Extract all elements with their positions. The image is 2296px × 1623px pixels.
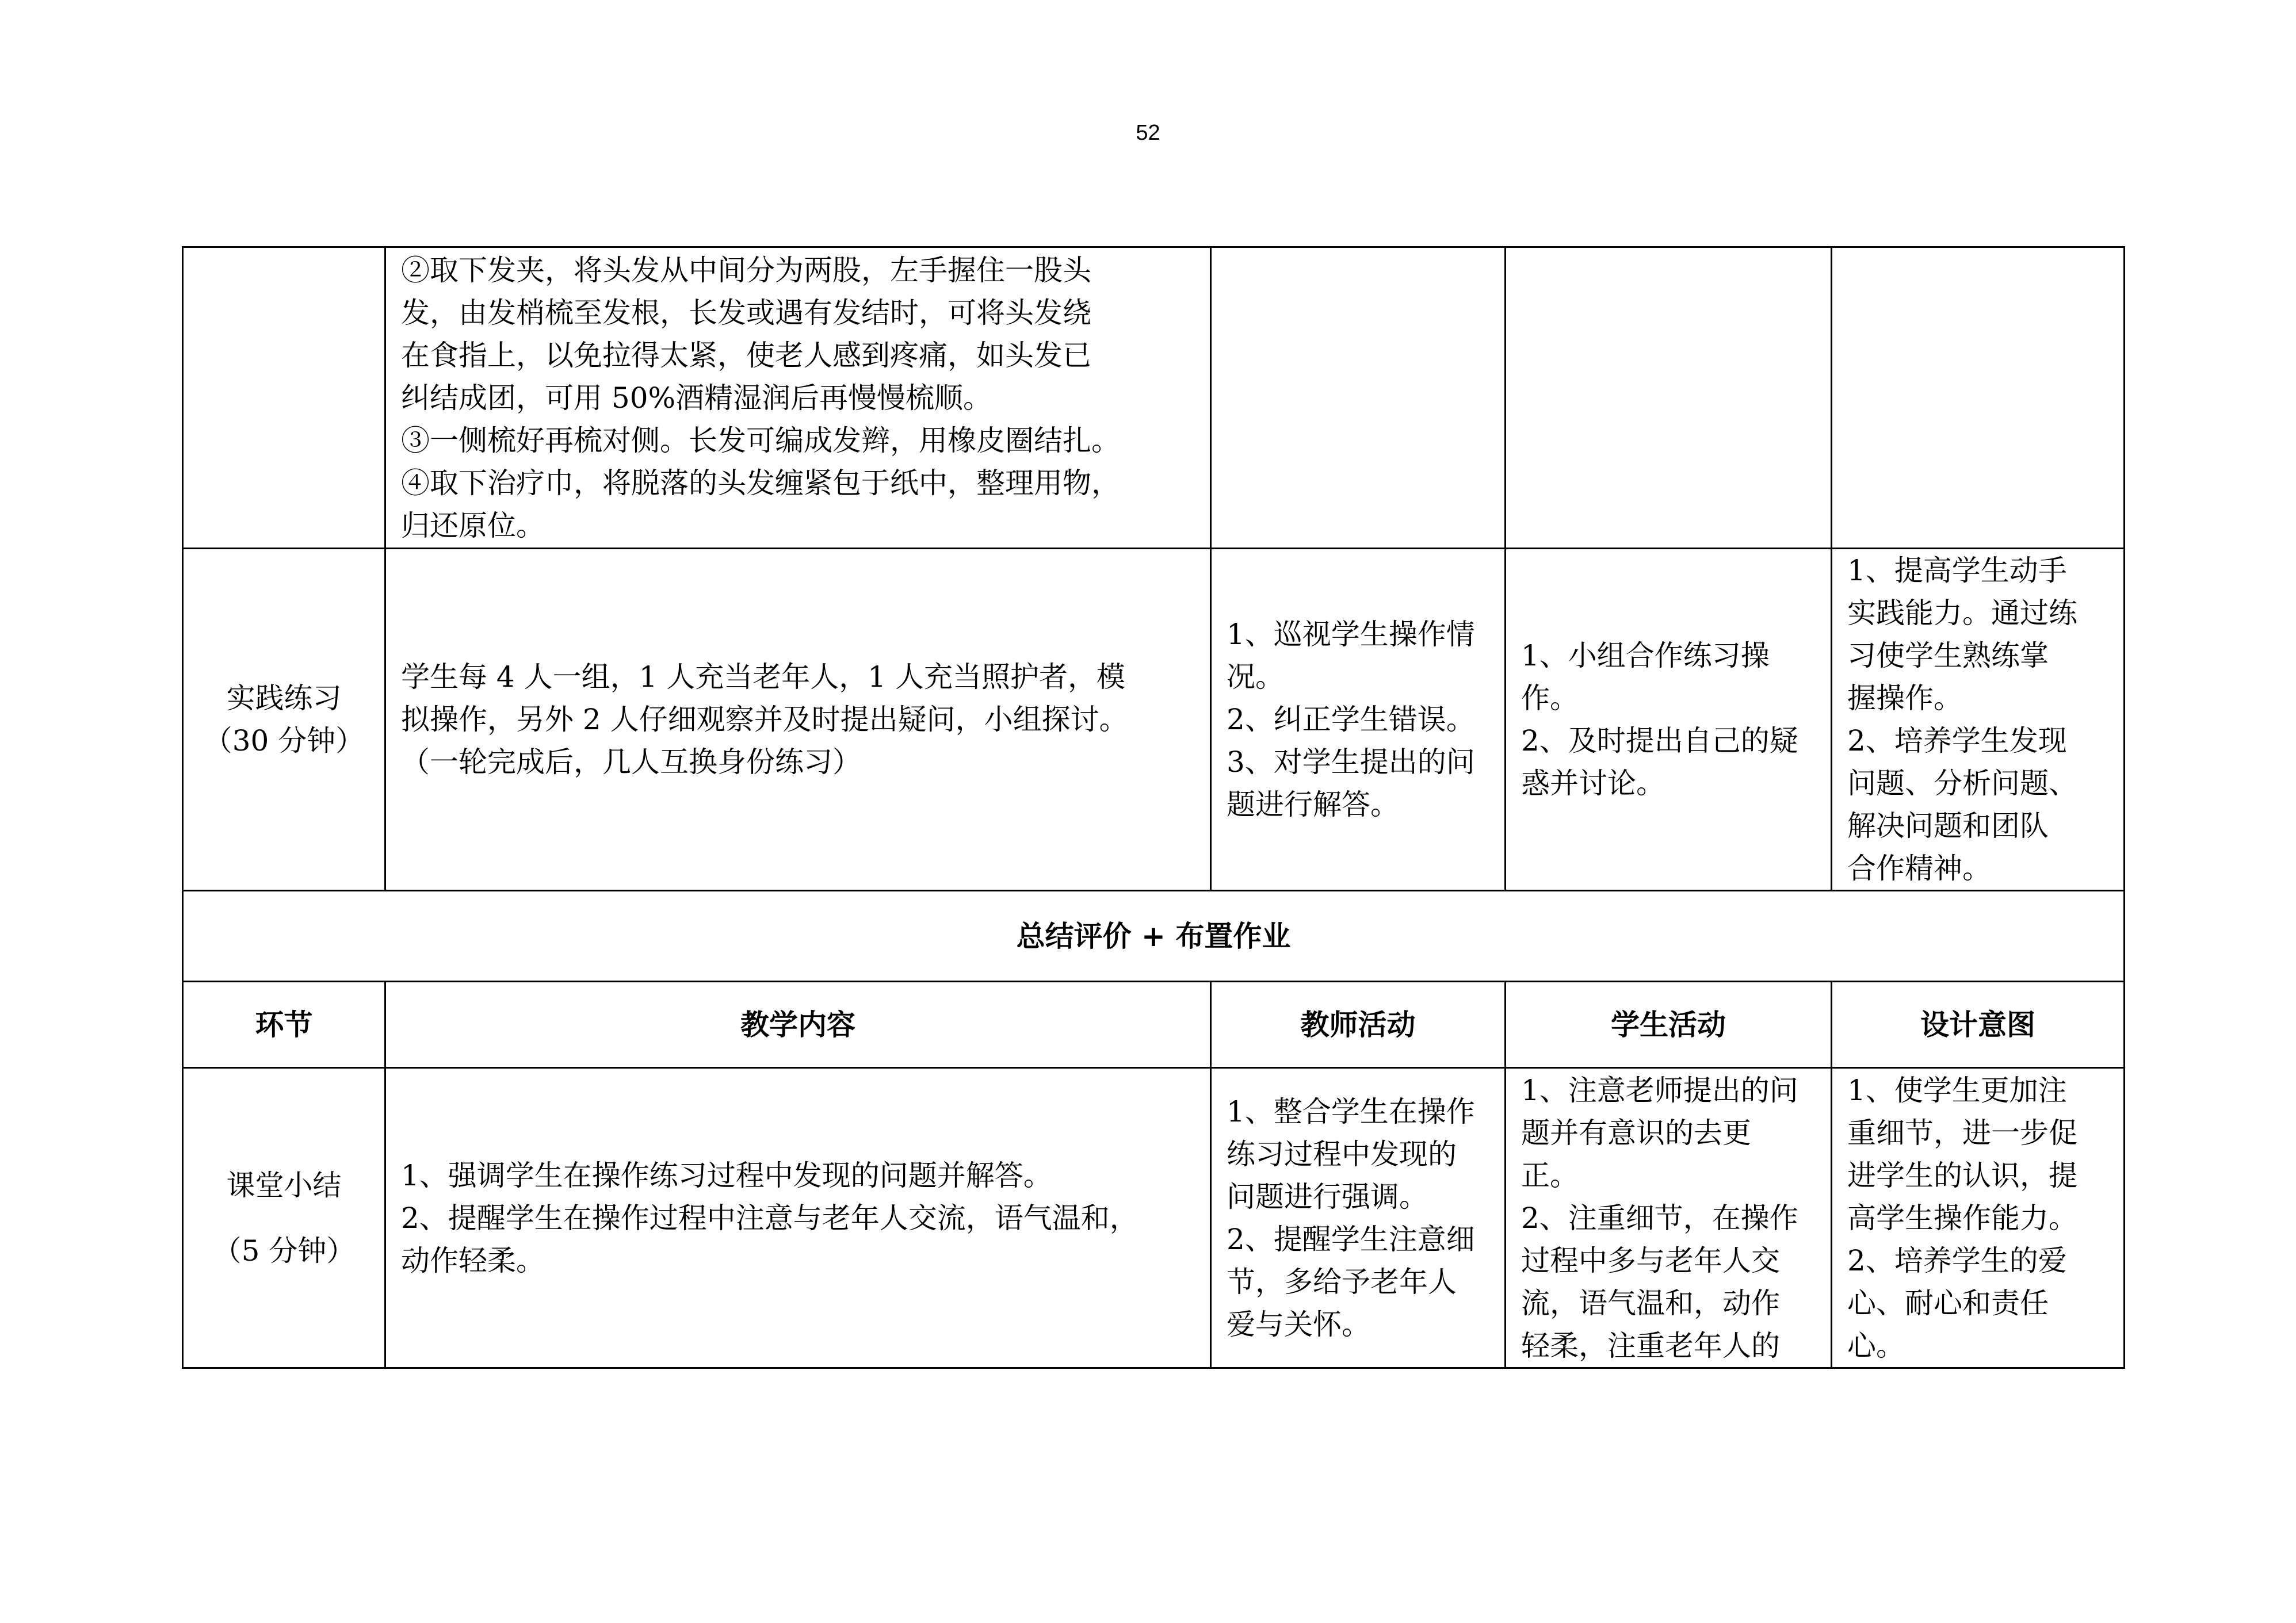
continued-student-cell: [1506, 247, 1832, 549]
practice-student-line: 惑并讨论。: [1521, 767, 1665, 800]
summary-intent-line: 1、使学生更加注: [1847, 1073, 2067, 1107]
lesson-plan-table: [182, 246, 2125, 1369]
summary-intent-line: 高学生操作能力。: [1847, 1201, 2077, 1235]
summary-student-line: 轻柔，注重老年人的: [1521, 1329, 1780, 1362]
continued-intent-cell: [1832, 247, 2125, 549]
practice-content-line: 学生每 4 人一组，1 人充当老年人，1 人充当照护者，模: [401, 660, 1126, 694]
summary-student-line: 流，语气温和，动作: [1521, 1286, 1780, 1320]
header-stage: 环节: [183, 982, 385, 1068]
continued-content-line: ④取下治疗巾，将脱落的头发缠紧包于纸中，整理用物，: [401, 466, 1120, 500]
summary-stage-name: 课堂小结: [226, 1168, 342, 1202]
summary-intent-line: 进学生的认识，提: [1847, 1158, 2077, 1192]
summary-content-line: 动作轻柔。: [401, 1243, 545, 1277]
summary-intent-line: 重细节，进一步促: [1847, 1116, 2077, 1150]
practice-intent-line: 合作精神。: [1847, 852, 1991, 885]
summary-row: [183, 1068, 2125, 1368]
page-number: 52: [1136, 121, 1160, 145]
header-teacher: 教师活动: [1211, 982, 1506, 1068]
summary-intent-line: 心。: [1847, 1329, 1905, 1362]
practice-stage-time: （30 分钟）: [203, 724, 365, 757]
practice-content-line: 拟操作，另外 2 人仔细观察并及时提出疑问，小组探讨。: [401, 703, 1128, 736]
continued-teacher-cell: [1211, 247, 1506, 549]
summary-teacher-line: 2、提醒学生注意细: [1227, 1222, 1475, 1256]
summary-intent-cell: [1832, 1068, 2125, 1368]
continued-content-line: ③一侧梳好再梳对侧。长发可编成发辫，用橡皮圈结扎。: [401, 423, 1120, 457]
practice-stage-name: 实践练习: [226, 682, 342, 715]
continued-content-line: 纠结成团，可用 50%酒精湿润后再慢慢梳顺。: [401, 381, 992, 415]
summary-content-line: 1、强调学生在操作练习过程中发现的问题并解答。: [401, 1158, 1052, 1192]
continued-content-cell: [385, 247, 1211, 549]
practice-row: [183, 549, 2125, 891]
practice-teacher-line: 2、纠正学生错误。: [1227, 703, 1475, 736]
practice-student-line: 作。: [1521, 682, 1579, 715]
practice-intent-line: 实践能力。通过练: [1847, 596, 2077, 630]
summary-teacher-line: 1、整合学生在操作: [1227, 1094, 1475, 1128]
continued-content-line: ②取下发夹，将头发从中间分为两股，左手握住一股头: [401, 253, 1091, 287]
practice-student-line: 1、小组合作练习操: [1521, 639, 1770, 672]
practice-intent-line: 1、提高学生动手: [1847, 554, 2067, 587]
practice-student-line: 2、及时提出自己的疑: [1521, 724, 1798, 757]
summary-teacher-cell: [1211, 1068, 1506, 1368]
practice-teacher-line: 况。: [1227, 660, 1284, 694]
practice-teacher-line: 3、对学生提出的问: [1227, 745, 1475, 779]
practice-content-line: （一轮完成后，几人互换身份练习）: [401, 745, 861, 779]
summary-content-cell: [385, 1068, 1211, 1368]
continued-content-line: 发，由发梢梳至发根，长发或遇有发结时，可将头发绕: [401, 296, 1091, 330]
summary-stage-cell: [183, 1068, 385, 1368]
summary-teacher-line: 爱与关怀。: [1227, 1307, 1370, 1341]
summary-student-line: 过程中多与老年人交: [1521, 1243, 1780, 1277]
summary-intent-line: 2、培养学生的爱: [1847, 1243, 2067, 1277]
header-intent: 设计意图: [1832, 982, 2125, 1068]
continued-content-line: 在食指上，以免拉得太紧，使老人感到疼痛，如头发已: [401, 338, 1091, 372]
practice-intent-line: 问题、分析问题、: [1847, 767, 2077, 800]
summary-stage-time: （5 分钟）: [212, 1234, 356, 1268]
practice-intent-cell: [1832, 549, 2125, 891]
summary-content-line: 2、提醒学生在操作过程中注意与老年人交流，语气温和，: [401, 1201, 1139, 1235]
summary-student-cell: [1506, 1068, 1832, 1368]
practice-teacher-line: 题进行解答。: [1227, 788, 1399, 821]
summary-student-line: 2、注重细节，在操作: [1521, 1201, 1798, 1235]
summary-teacher-line: 练习过程中发现的: [1227, 1137, 1457, 1171]
practice-content-cell: [385, 549, 1211, 891]
summary-intent-line: 心、耐心和责任: [1847, 1286, 2049, 1320]
practice-intent-line: 习使学生熟练掌: [1847, 639, 2049, 672]
practice-student-cell: [1506, 549, 1832, 891]
practice-teacher-cell: [1211, 549, 1506, 891]
practice-intent-line: 2、培养学生发现: [1847, 724, 2067, 757]
section-title: 总结评价 + 布置作业: [183, 891, 2125, 982]
header-row: [183, 982, 2125, 1068]
continued-row: [183, 247, 2125, 549]
header-student: 学生活动: [1506, 982, 1832, 1068]
summary-student-line: 正。: [1521, 1158, 1579, 1192]
summary-teacher-line: 问题进行强调。: [1227, 1180, 1428, 1214]
summary-student-line: 题并有意识的去更: [1521, 1116, 1751, 1150]
section-title-row: [183, 891, 2125, 982]
practice-stage-cell: [183, 549, 385, 891]
continued-content-line: 归还原位。: [401, 508, 545, 542]
header-content: 教学内容: [385, 982, 1211, 1068]
summary-student-line: 1、注意老师提出的问: [1521, 1073, 1798, 1107]
summary-teacher-line: 节，多给予老年人: [1227, 1265, 1457, 1299]
practice-teacher-line: 1、巡视学生操作情: [1227, 618, 1475, 651]
practice-intent-line: 握操作。: [1847, 682, 1962, 715]
continued-stage-cell: [183, 247, 385, 549]
practice-intent-line: 解决问题和团队: [1847, 809, 2049, 843]
